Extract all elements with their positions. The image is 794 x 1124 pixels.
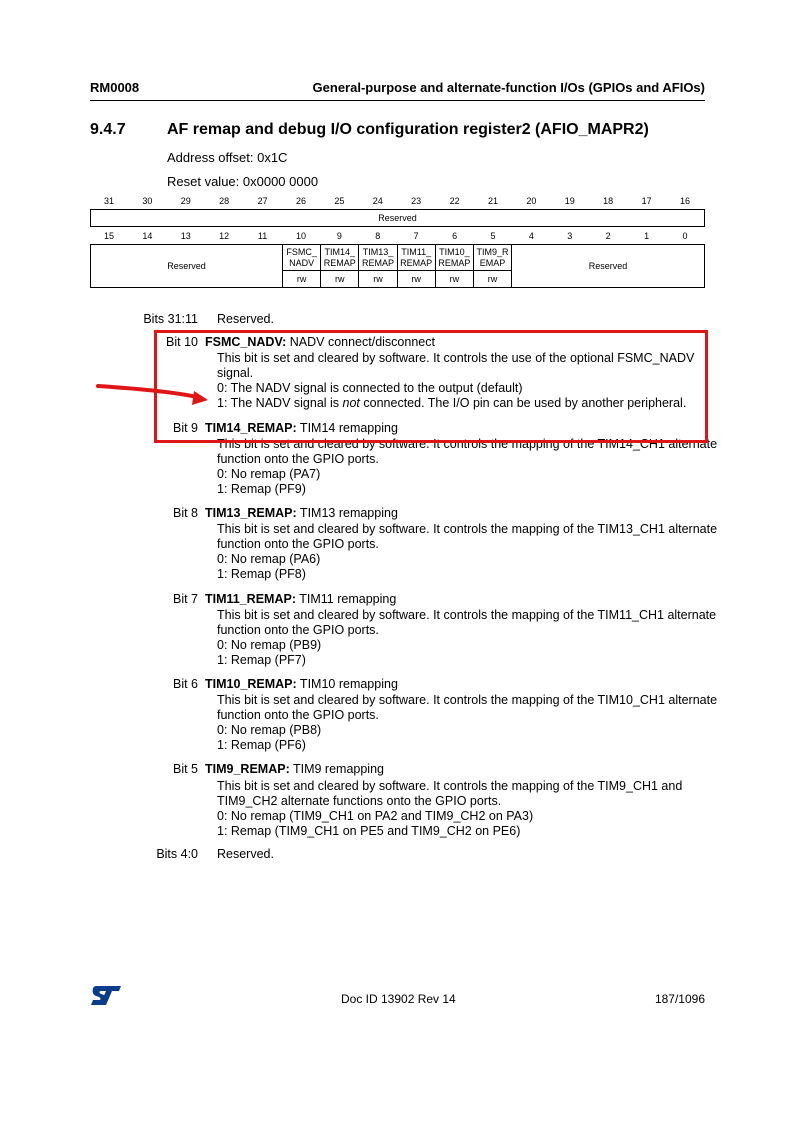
bit-number: 18 xyxy=(603,196,614,206)
bit-number: 25 xyxy=(334,196,345,206)
bit-title: FSMC_NADV: NADV connect/disconnect xyxy=(205,335,435,349)
reset-value: Reset value: 0x0000 0000 xyxy=(167,174,319,189)
section-title: AF remap and debug I/O configuration register2 (AFIO_MAPR2) xyxy=(167,121,649,138)
bit-number: 7 xyxy=(413,231,419,241)
bit-number: 15 xyxy=(103,231,114,241)
bit-description: This bit is set and cleared by software. It controls the mapping of the TIM14_CH1 alternate function onto the GPIO ports. 0: No remap (PA7) 1: Remap (PF9) xyxy=(217,437,718,496)
bit-number: 19 xyxy=(564,196,575,206)
reserved-field: Reserved xyxy=(512,245,705,288)
register-lower-table xyxy=(90,244,705,288)
bit-description: Reserved. xyxy=(217,312,274,326)
bit-number: 27 xyxy=(257,196,268,206)
bit-number: 1 xyxy=(644,231,650,241)
doc-code: RM0008 xyxy=(90,80,140,95)
bit-title: TIM11_REMAP: TIM11 remapping xyxy=(205,592,397,606)
bit-number: 17 xyxy=(641,196,652,206)
bit-title: TIM10_REMAP: TIM10 remapping xyxy=(205,677,398,691)
bit-label: Bit 7 xyxy=(172,592,198,606)
access-type: rw xyxy=(321,271,359,288)
bit-label: Bits 4:0 xyxy=(156,847,198,861)
access-type: rw xyxy=(473,271,511,288)
bit-number: 16 xyxy=(679,196,690,206)
highlight-box xyxy=(154,330,708,443)
bit-label: Bit 10 xyxy=(166,335,198,349)
bit-number: 22 xyxy=(449,196,460,206)
bit-description: This bit is set and cleared by software. It controls the mapping of the TIM9_CH1 and TIM9_CH2 alternate functions onto the GPIO ports. 0: No remap (TIM9_CH1 on PA2 and TIM9_CH2 on PA3) 1: Remap (TIM9_CH1 on PE5 and TIM9_CH2 on PE6) xyxy=(217,779,683,838)
register-upper-table xyxy=(90,209,705,227)
bit-number: 4 xyxy=(528,231,534,241)
field-fsmc-nadv: FSMC_ NADV xyxy=(283,245,321,271)
access-type: rw xyxy=(397,271,435,288)
access-type: rw xyxy=(435,271,473,288)
field-tim10-remap: TIM10_ REMAP xyxy=(435,245,473,271)
bit-label: Bit 5 xyxy=(172,762,198,776)
field-tim9-remap: TIM9_R EMAP xyxy=(473,245,511,271)
access-type: rw xyxy=(283,271,321,288)
bit-number: 5 xyxy=(490,231,496,241)
bit-number: 12 xyxy=(219,231,230,241)
bit-description: This bit is set and cleared by software. It controls the use of the optional FSMC_NADV signal. 0: The NADV signal is connected to the output (default) 1: The NADV signal is not connected. The I/O pin can be used by another peripheral. xyxy=(217,351,695,410)
bit-label: Bit 6 xyxy=(172,677,198,691)
lower-bit-numbers xyxy=(90,231,705,245)
bit-description: This bit is set and cleared by software. It controls the mapping of the TIM13_CH1 alternate function onto the GPIO ports. 0: No remap (PA6) 1: Remap (PF8) xyxy=(217,522,718,581)
page-number: 187/1096 xyxy=(654,992,705,1006)
bit-number: 31 xyxy=(103,196,114,206)
bit-number: 23 xyxy=(411,196,422,206)
field-tim14-remap: TIM14_ REMAP xyxy=(321,245,359,271)
bit-number: 2 xyxy=(605,231,611,241)
bit-description: Reserved. xyxy=(217,847,274,861)
bit-label: Bit 9 xyxy=(172,421,198,435)
bit-number: 30 xyxy=(142,196,153,206)
section-number: 9.4.7 xyxy=(90,121,126,138)
reserved-field: Reserved xyxy=(91,210,705,227)
bit-number: 11 xyxy=(257,231,268,241)
bit-number: 6 xyxy=(452,231,458,241)
bit-number: 0 xyxy=(682,231,688,241)
bit-description: This bit is set and cleared by software. It controls the mapping of the TIM11_CH1 alternate function onto the GPIO ports. 0: No remap (PB9) 1: Remap (PF7) xyxy=(217,608,717,667)
bit-number: 24 xyxy=(372,196,383,206)
field-tim13-remap: TIM13_ REMAP xyxy=(359,245,397,271)
bit-number: 20 xyxy=(526,196,537,206)
bit-label: Bit 8 xyxy=(172,506,198,520)
bit-title: TIM13_REMAP: TIM13 remapping xyxy=(205,506,398,520)
bit-number: 14 xyxy=(142,231,153,241)
bit-description: This bit is set and cleared by software. It controls the mapping of the TIM10_CH1 alternate function onto the GPIO ports. 0: No remap (PB8) 1: Remap (PF6) xyxy=(217,693,718,752)
doc-id: Doc ID 13902 Rev 14 xyxy=(341,992,456,1006)
bit-title: TIM9_REMAP: TIM9 remapping xyxy=(205,762,384,776)
field-tim11-remap: TIM11_ REMAP xyxy=(397,245,435,271)
bit-number: 13 xyxy=(180,231,191,241)
header-rule xyxy=(90,100,705,101)
red-arrow-icon xyxy=(92,378,212,408)
bit-number: 9 xyxy=(336,231,342,241)
bit-number: 28 xyxy=(219,196,230,206)
bit-title: TIM14_REMAP: TIM14 remapping xyxy=(205,421,398,435)
bit-number: 26 xyxy=(295,196,306,206)
bit-number: 21 xyxy=(487,196,498,206)
bit-label: Bits 31:11 xyxy=(143,312,198,326)
upper-bit-numbers xyxy=(90,196,705,210)
chapter-title: General-purpose and alternate-function I/Os (GPIOs and AFIOs) xyxy=(312,80,705,95)
reserved-field: Reserved xyxy=(91,245,283,288)
address-offset: Address offset: 0x1C xyxy=(167,150,288,165)
st-logo-icon xyxy=(90,984,122,1006)
bit-number: 29 xyxy=(180,196,191,206)
access-type: rw xyxy=(359,271,397,288)
bit-number: 3 xyxy=(567,231,573,241)
bit-number: 8 xyxy=(375,231,381,241)
bit-number: 10 xyxy=(295,231,306,241)
